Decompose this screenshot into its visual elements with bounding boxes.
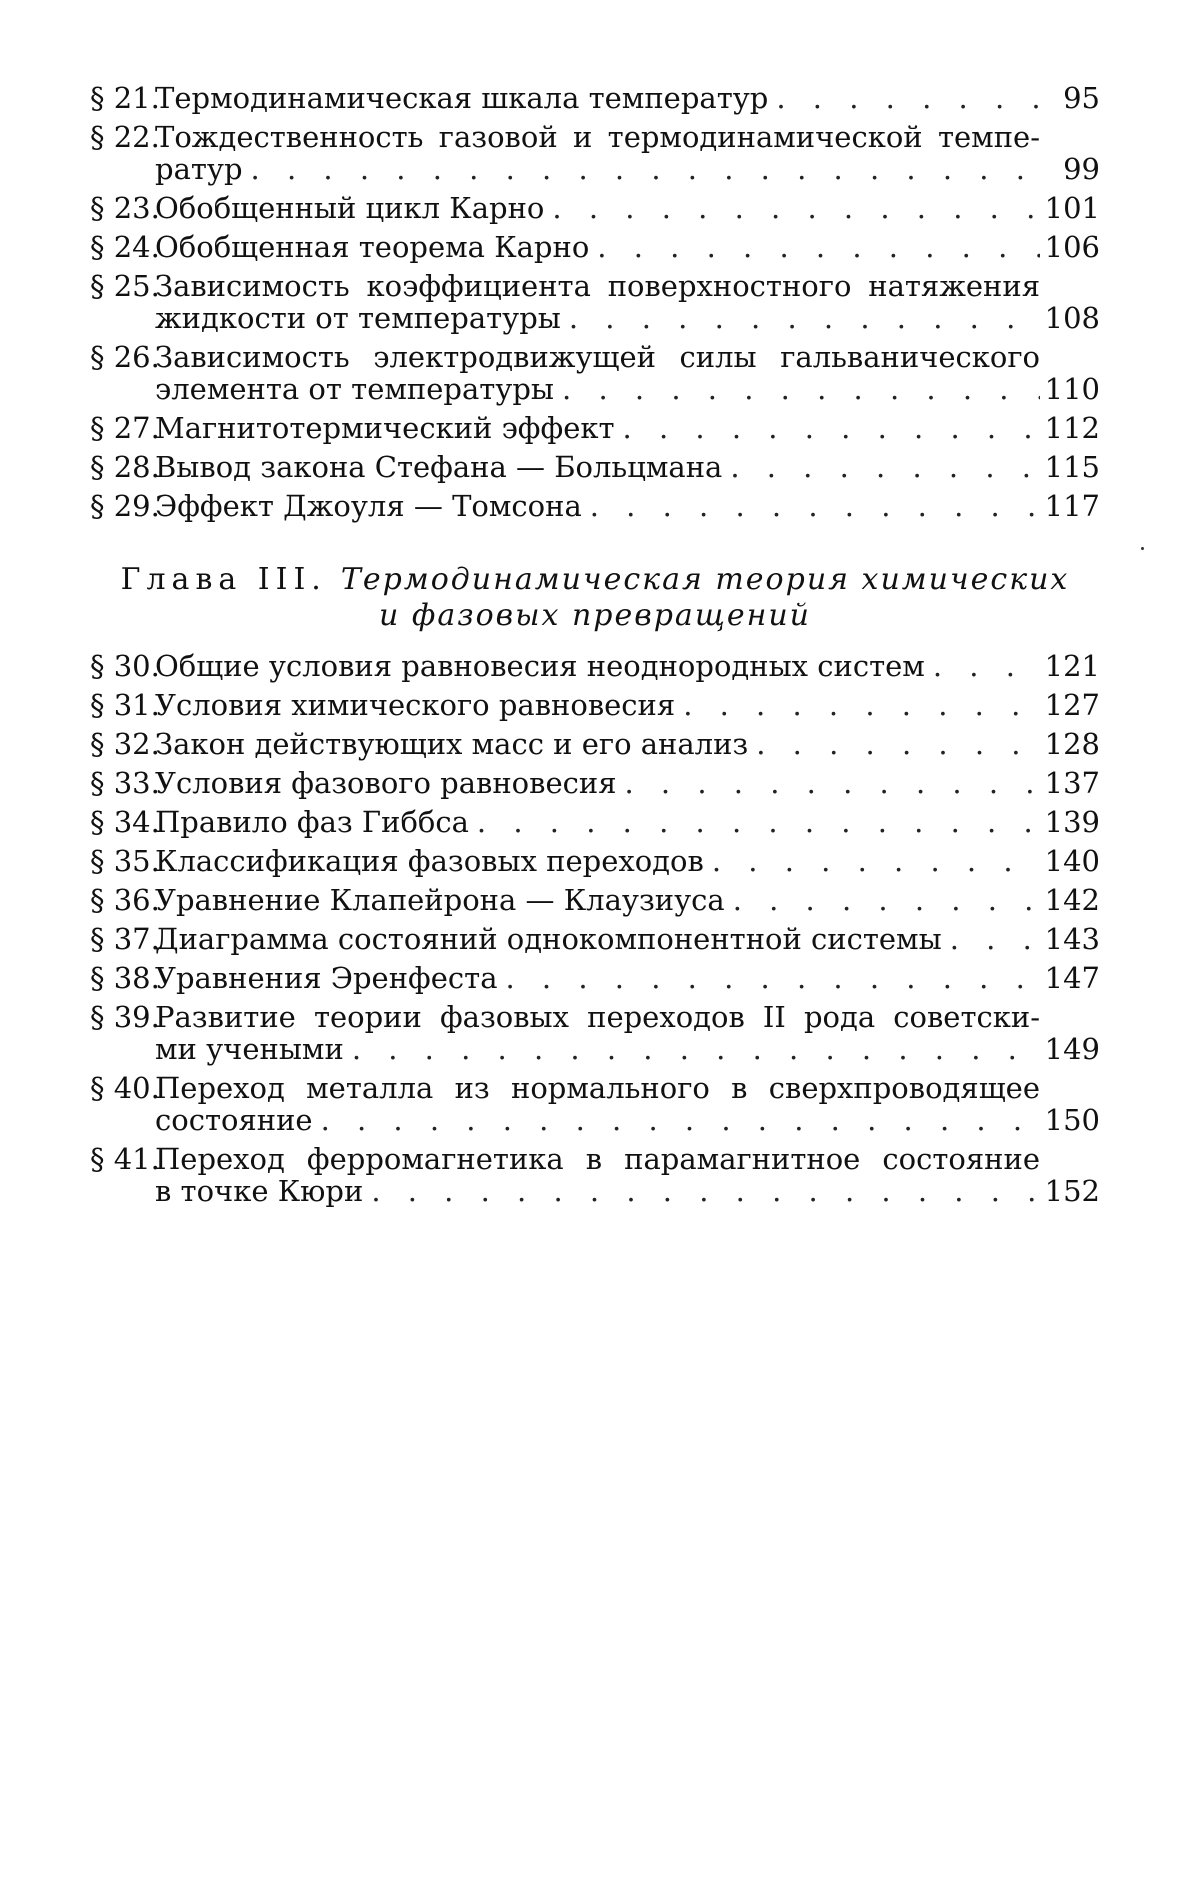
section-number: § 24. bbox=[90, 230, 160, 264]
toc-entry bbox=[90, 923, 1100, 955]
section-number: § 30. bbox=[90, 649, 160, 683]
toc-section-chapter-3 bbox=[90, 650, 1100, 1207]
entry-title-line: Зависимость коэффициента поверхностного натяжения bbox=[155, 269, 1040, 303]
entry-title-line: Правило фаз Гиббса bbox=[155, 805, 469, 839]
section-number: § 25. bbox=[90, 269, 160, 303]
toc-section-chapter-2-tail bbox=[90, 82, 1100, 522]
section-number: § 40. bbox=[90, 1071, 160, 1105]
page-number: 117 bbox=[1044, 489, 1100, 523]
dot-leader bbox=[243, 153, 1040, 185]
page-number: 140 bbox=[1044, 844, 1100, 878]
toc-entry bbox=[90, 650, 1100, 682]
page-number: 115 bbox=[1044, 450, 1100, 484]
toc-entry bbox=[90, 845, 1100, 877]
toc-entry bbox=[90, 767, 1100, 799]
entry-title-line: Условия химического равновесия bbox=[155, 688, 676, 722]
dot-leader bbox=[561, 302, 1040, 334]
toc-entry bbox=[90, 192, 1100, 224]
page-number: 152 bbox=[1044, 1174, 1100, 1208]
page-number: 139 bbox=[1044, 805, 1100, 839]
entry-title-line: Термодинамическая шкала температур bbox=[155, 81, 769, 115]
dot-leader bbox=[942, 923, 1040, 955]
toc-entry bbox=[90, 806, 1100, 838]
entry-title-line: Обобщенный цикл Карно bbox=[155, 191, 545, 225]
chapter-title-line-1: Термодинамическая теория химических bbox=[340, 562, 1070, 597]
entry-title-line: Уравнения Эренфеста bbox=[155, 961, 498, 995]
section-number: § 33. bbox=[90, 766, 160, 800]
dot-leader bbox=[617, 767, 1041, 799]
page-number: 127 bbox=[1044, 688, 1100, 722]
toc-entry bbox=[90, 884, 1100, 916]
page-number: 142 bbox=[1044, 883, 1100, 917]
entry-title-line: Уравнение Клапейрона — Клаузиуса bbox=[155, 883, 725, 917]
toc-entry bbox=[90, 962, 1100, 994]
toc-entry bbox=[90, 490, 1100, 522]
entry-title-line: Переход ферромагнетика в парамагнитное состояние bbox=[155, 1142, 1040, 1176]
entry-title-line: Условия фазового равновесия bbox=[155, 766, 617, 800]
toc-entry bbox=[90, 728, 1100, 760]
section-number: § 29. bbox=[90, 489, 160, 523]
entry-title-line: Диаграмма состояний однокомпонентной системы bbox=[155, 922, 942, 956]
entry-title-line: Зависимость электродвижущей силы гальванического bbox=[155, 340, 1040, 374]
entry-title-line: Развитие теории фазовых переходов II рода советски- bbox=[155, 1000, 1040, 1034]
page-number: 106 bbox=[1044, 230, 1100, 264]
entry-title-line: Вывод закона Стефана — Больцмана bbox=[155, 450, 723, 484]
page-number: 150 bbox=[1044, 1103, 1100, 1137]
toc-entry bbox=[90, 412, 1100, 444]
toc-entry bbox=[90, 231, 1100, 263]
section-number: § 35. bbox=[90, 844, 160, 878]
entry-title-line: жидкости от температуры bbox=[155, 301, 561, 335]
chapter-title-line-2: и фазовых превращений bbox=[378, 598, 811, 633]
chapter-heading bbox=[90, 562, 1100, 634]
section-number: § 23. bbox=[90, 191, 160, 225]
toc-entry bbox=[90, 1143, 1100, 1207]
page-number: 108 bbox=[1044, 301, 1100, 335]
page-number: 143 bbox=[1044, 922, 1100, 956]
entry-title-line: Классификация фазовых переходов bbox=[155, 844, 704, 878]
entry-title-line: Обобщенная теорема Карно bbox=[155, 230, 590, 264]
entry-title-line: Общие условия равновесия неоднородных систем bbox=[155, 649, 925, 683]
entry-title-line: элемента от температуры bbox=[155, 372, 555, 406]
page-number: 128 bbox=[1044, 727, 1100, 761]
chapter-label: Глава III. bbox=[120, 562, 327, 597]
dot-leader bbox=[554, 373, 1040, 405]
page-number: 149 bbox=[1044, 1032, 1100, 1066]
section-number: § 22. bbox=[90, 120, 160, 154]
page-number: 137 bbox=[1044, 766, 1100, 800]
section-number: § 34. bbox=[90, 805, 160, 839]
section-number: § 36. bbox=[90, 883, 160, 917]
dot-leader bbox=[725, 884, 1040, 916]
page-number: 101 bbox=[1044, 191, 1100, 225]
section-number: § 21. bbox=[90, 81, 160, 115]
page-number: 121 bbox=[1044, 649, 1100, 683]
page-number: 99 bbox=[1063, 152, 1100, 186]
entry-title-line: в точке Кюри bbox=[155, 1174, 364, 1208]
dot-leader bbox=[925, 650, 1040, 682]
page-number: 147 bbox=[1044, 961, 1100, 995]
dot-leader bbox=[313, 1104, 1040, 1136]
dot-leader bbox=[704, 845, 1040, 877]
toc-entry bbox=[90, 1072, 1100, 1136]
page-number: 95 bbox=[1063, 81, 1100, 115]
entry-title-line: ми учеными bbox=[155, 1032, 344, 1066]
dot-leader bbox=[497, 962, 1040, 994]
dot-leader bbox=[544, 192, 1040, 224]
dot-leader bbox=[344, 1033, 1040, 1065]
dot-leader bbox=[589, 231, 1040, 263]
page-number: 110 bbox=[1044, 372, 1100, 406]
entry-title-line: Переход металла из нормального в сверхпроводящее bbox=[155, 1071, 1040, 1105]
table-of-contents bbox=[90, 82, 1100, 1214]
section-number: § 26. bbox=[90, 340, 160, 374]
toc-entry bbox=[90, 121, 1100, 185]
toc-entry bbox=[90, 451, 1100, 483]
page-number: 112 bbox=[1044, 411, 1100, 445]
section-number: § 27. bbox=[90, 411, 160, 445]
dot-leader bbox=[363, 1175, 1040, 1207]
print-speck bbox=[1141, 547, 1144, 550]
dot-leader bbox=[615, 412, 1040, 444]
toc-entry bbox=[90, 82, 1100, 114]
dot-leader bbox=[768, 82, 1040, 114]
entry-title-line: Тождественность газовой и термодинамической темпе- bbox=[155, 120, 1040, 154]
section-number: § 31. bbox=[90, 688, 160, 722]
section-number: § 37. bbox=[90, 922, 160, 956]
dot-leader bbox=[748, 728, 1040, 760]
section-number: § 32. bbox=[90, 727, 160, 761]
entry-title-line: состояние bbox=[155, 1103, 313, 1137]
entry-title-line: Закон действующих масс и его анализ bbox=[155, 727, 749, 761]
section-number: § 41. bbox=[90, 1142, 160, 1176]
dot-leader bbox=[469, 806, 1040, 838]
toc-entry bbox=[90, 341, 1100, 405]
toc-entry bbox=[90, 689, 1100, 721]
toc-entry bbox=[90, 1001, 1100, 1065]
entry-title-line: Магнитотермический эффект bbox=[155, 411, 615, 445]
section-number: § 28. bbox=[90, 450, 160, 484]
entry-title-line: ратур bbox=[155, 152, 243, 186]
section-number: § 38. bbox=[90, 961, 160, 995]
dot-leader bbox=[675, 689, 1040, 721]
dot-leader bbox=[582, 490, 1040, 522]
toc-entry bbox=[90, 270, 1100, 334]
dot-leader bbox=[722, 451, 1040, 483]
section-number: § 39. bbox=[90, 1000, 160, 1034]
entry-title-line: Эффект Джоуля — Томсона bbox=[155, 489, 582, 523]
